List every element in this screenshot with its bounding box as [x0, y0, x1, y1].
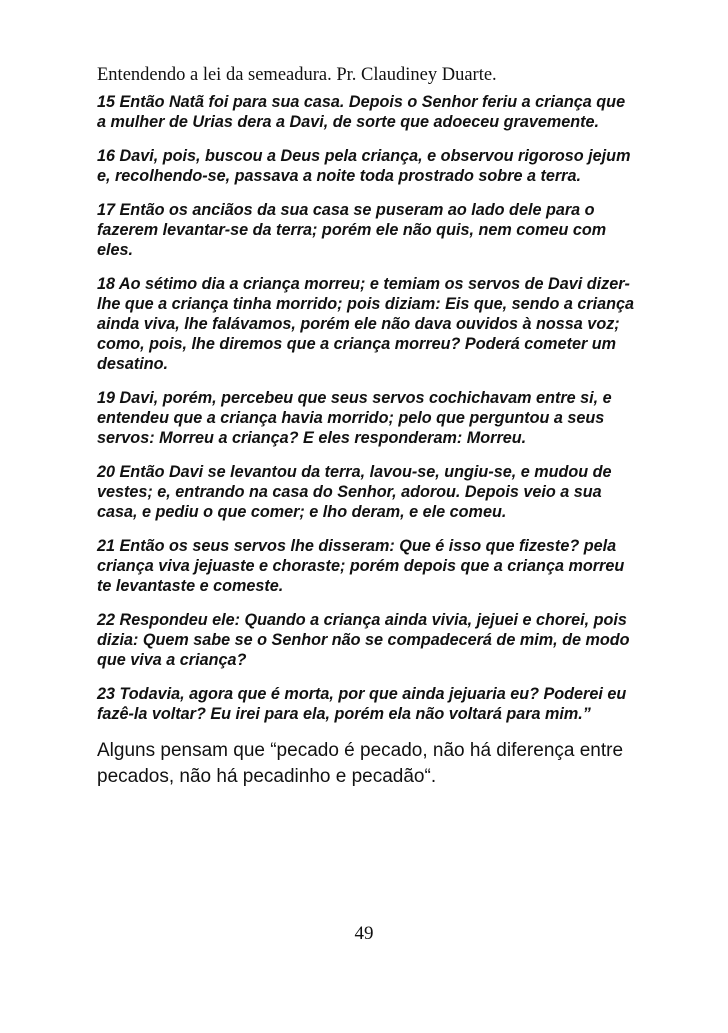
running-header: Entendendo a lei da semeadura. Pr. Claudiney Duarte.	[97, 65, 497, 85]
verse-16: 16 Davi, pois, buscou a Deus pela criança, e observou rigoroso jejum e, recolhendo-se, passava a noite toda prostrado sobre a terra.	[97, 147, 631, 185]
verse-23: 23 Todavia, agora que é morta, por que ainda jejuaria eu? Poderei eu fazê-la voltar? Eu irei para ela, porém ela não voltará para mim.”	[97, 685, 627, 723]
verse-22: 22 Respondeu ele: Quando a criança ainda vivia, jejuei e chorei, pois dizia: Quem sabe se o Senhor não se compadecerá de mim, de modo que viva a criança?	[97, 611, 630, 669]
closing-paragraph: Alguns pensam que “pecado é pecado, não há diferença entre pecados, não há pecadinho e pecadão“.	[97, 740, 624, 787]
verse-21: 21 Então os seus servos lhe disseram: Que é isso que fizeste? pela criança viva jejuaste e choraste; porém depois que a criança morreu te levantaste e comeste.	[97, 537, 625, 595]
verse-20: 20 Então Davi se levantou da terra, lavou-se, ungiu-se, e mudou de vestes; e, entrando na casa do Senhor, adorou. Depois veio a sua casa, e pediu o que comer; e lho deram, e ele comeu.	[97, 463, 612, 521]
verse-19: 19 Davi, porém, percebeu que seus servos cochichavam entre si, e entendeu que a criança havia morrido; pelo que perguntou a seus servos: Morreu a criança? E eles responderam: Morreu.	[97, 389, 612, 447]
page-number: 49	[354, 923, 374, 944]
verse-15: 15 Então Natã foi para sua casa. Depois o Senhor feriu a criança que a mulher de Urias dera a Davi, de sorte que adoeceu gravemente.	[97, 93, 626, 131]
verse-17: 17 Então os anciãos da sua casa se puseram ao lado dele para o fazerem levantar-se da terra; porém ele não quis, nem comeu com eles.	[97, 201, 607, 259]
document-page	[97, 62, 637, 790]
verse-18: 18 Ao sétimo dia a criança morreu; e temiam os servos de Davi dizer-lhe que a criança tinha morrido; pois diziam: Eis que, sendo a criança ainda viva, lhe falávamos, porém ele não dava ouvidos à nossa voz; como, pois, lhe diremos que a criança morreu? Poderá cometer um desatino.	[97, 275, 635, 373]
